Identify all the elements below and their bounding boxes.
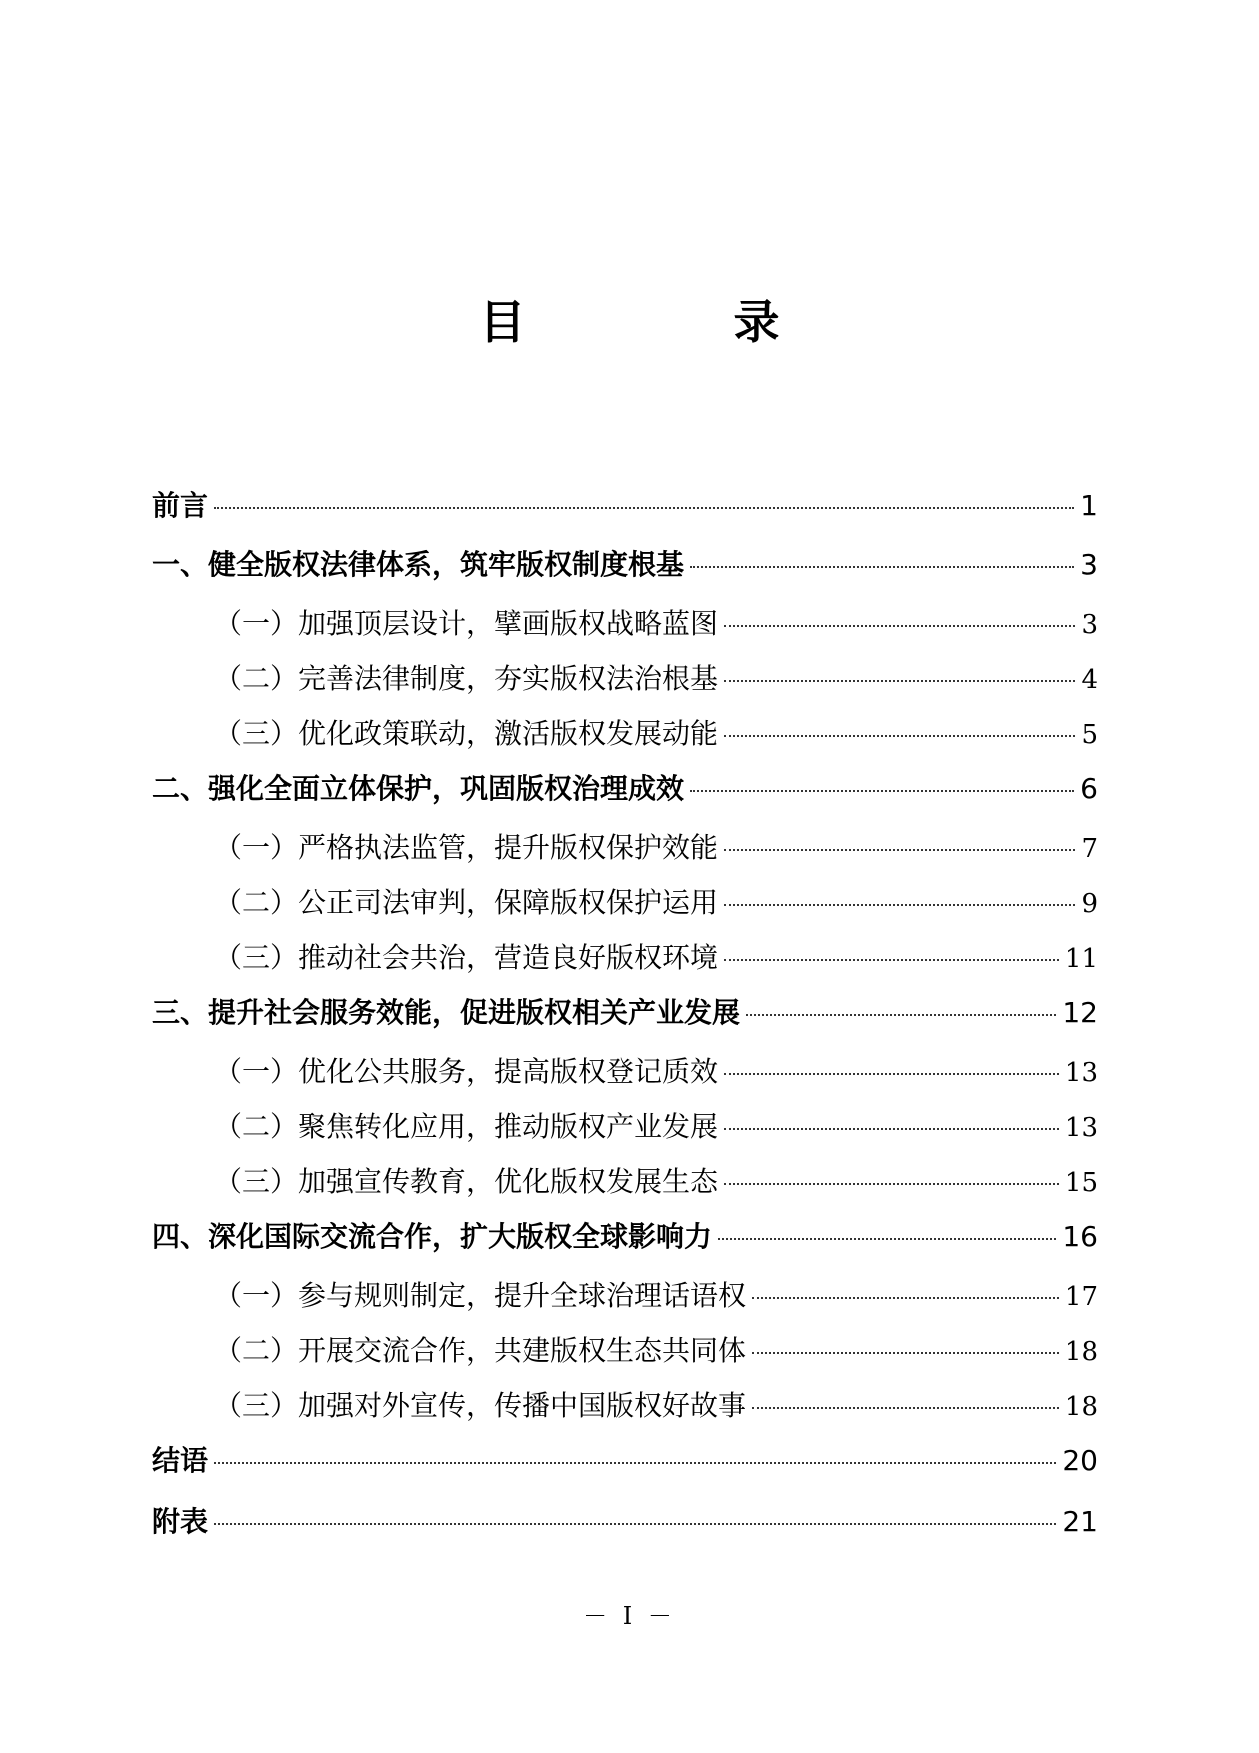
page-title: 目 录 [479,295,876,349]
toc-page-number: 12 [1062,996,1098,1029]
toc-page-number: 1 [1080,489,1098,522]
toc-page-number: 3 [1080,548,1098,581]
toc-section-entry[interactable] [152,1500,1098,1561]
toc-dot-leader [724,1183,1059,1185]
toc-entry-title: 二、强化全面立体保护，巩固版权治理成效 [152,772,685,805]
toc-entry-title: 结语 [152,1444,209,1477]
toc-dot-leader [214,1523,1056,1525]
toc-entry-title: （一）优化公共服务，提高版权登记质效 [214,1055,719,1088]
toc-subsection-entry[interactable] [152,1274,1098,1329]
toc-page-number: 13 [1064,1058,1098,1088]
table-of-contents [152,484,1098,1561]
toc-subsection-entry[interactable] [152,1160,1098,1215]
toc-entry-title: 四、深化国际交流合作，扩大版权全球影响力 [152,1220,713,1253]
toc-page-number: 11 [1064,944,1098,974]
toc-page-number: 20 [1062,1444,1098,1477]
toc-subsection-entry[interactable] [152,602,1098,657]
toc-page-number: 13 [1064,1113,1098,1143]
toc-entry-title: 一、健全版权法律体系，筑牢版权制度根基 [152,548,685,581]
toc-subsection-entry[interactable] [152,936,1098,991]
toc-dot-leader [724,1073,1059,1075]
toc-subsection-entry[interactable] [152,1105,1098,1160]
toc-section-entry[interactable] [152,1215,1098,1274]
toc-section-entry[interactable] [152,1439,1098,1500]
toc-dot-leader [724,680,1075,682]
toc-section-entry[interactable] [152,767,1098,826]
page-number-footer: － I － [583,1602,676,1630]
toc-entry-title: （一）参与规则制定，提升全球治理话语权 [214,1279,747,1312]
toc-dot-leader [752,1297,1059,1299]
toc-dot-leader [724,849,1075,851]
toc-entry-title: （三）推动社会共治，营造良好版权环境 [214,941,719,974]
toc-page-number: 18 [1064,1337,1098,1367]
toc-section-entry[interactable] [152,543,1098,602]
toc-dot-leader [690,790,1074,792]
toc-page-number: 18 [1064,1392,1098,1422]
toc-entry-title: （二）完善法律制度，夯实版权法治根基 [214,662,719,695]
toc-entry-title: （一）严格执法监管，提升版权保护效能 [214,831,719,864]
toc-dot-leader [724,904,1075,906]
toc-page-number: 4 [1081,665,1098,695]
toc-entry-title: （三）加强宣传教育，优化版权发展生态 [214,1165,719,1198]
toc-subsection-entry[interactable] [152,1384,1098,1439]
toc-section-entry[interactable] [152,484,1098,543]
toc-dot-leader [214,507,1074,509]
toc-dot-leader [718,1238,1056,1240]
toc-subsection-entry[interactable] [152,712,1098,767]
toc-page-number: 15 [1064,1168,1098,1198]
toc-entry-title: 三、提升社会服务效能，促进版权相关产业发展 [152,996,741,1029]
toc-subsection-entry[interactable] [152,1329,1098,1384]
toc-entry-title: 前言 [152,489,209,522]
toc-entry-title: （二）公正司法审判，保障版权保护运用 [214,886,719,919]
toc-dot-leader [752,1407,1059,1409]
toc-subsection-entry[interactable] [152,826,1098,881]
toc-page-number: 17 [1064,1282,1098,1312]
toc-dot-leader [724,625,1075,627]
toc-page-number: 5 [1081,720,1098,750]
toc-entry-title: （三）优化政策联动，激活版权发展动能 [214,717,719,750]
toc-entry-title: 附表 [152,1505,209,1538]
toc-dot-leader [690,566,1074,568]
toc-section-entry[interactable] [152,991,1098,1050]
toc-dot-leader [724,1128,1059,1130]
toc-subsection-entry[interactable] [152,657,1098,712]
toc-entry-title: （二）开展交流合作，共建版权生态共同体 [214,1334,747,1367]
toc-entry-title: （三）加强对外宣传，传播中国版权好故事 [214,1389,747,1422]
toc-page-number: 6 [1080,772,1098,805]
toc-subsection-entry[interactable] [152,1050,1098,1105]
toc-dot-leader [214,1462,1056,1464]
toc-subsection-entry[interactable] [152,881,1098,936]
toc-page-number: 7 [1081,834,1098,864]
toc-dot-leader [746,1014,1056,1016]
toc-entry-title: （二）聚焦转化应用，推动版权产业发展 [214,1110,719,1143]
toc-page-number: 16 [1062,1220,1098,1253]
toc-page-number: 9 [1081,889,1098,919]
toc-dot-leader [752,1352,1059,1354]
toc-page-number: 3 [1081,610,1098,640]
toc-page-number: 21 [1062,1505,1098,1538]
toc-dot-leader [724,959,1059,961]
toc-dot-leader [724,735,1075,737]
toc-entry-title: （一）加强顶层设计，擘画版权战略蓝图 [214,607,719,640]
